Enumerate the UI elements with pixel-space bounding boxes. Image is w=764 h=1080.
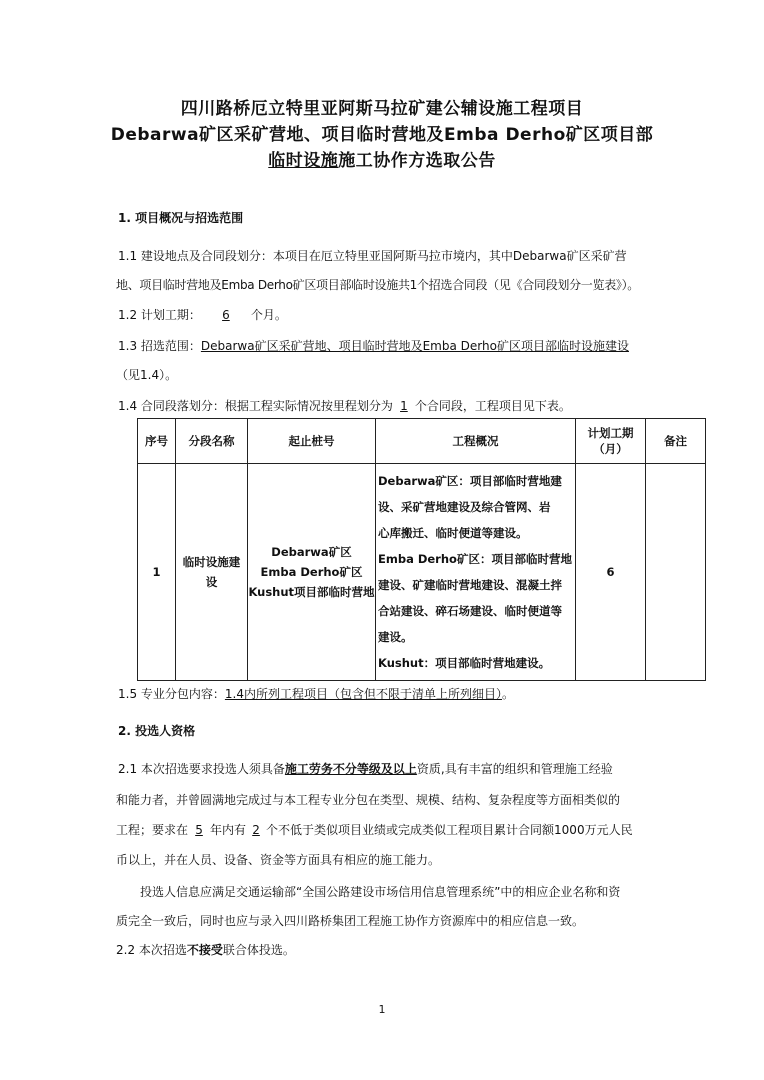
clause-2-1-line-2: 和能力者，并曾圆满地完成过与本工程专业分包在类型、规模、结构、复杂程度等方面相类似的	[116, 793, 621, 807]
page-number: 1	[378, 1003, 386, 1016]
contract-section-count: 1	[400, 399, 408, 413]
header-planned-period	[576, 419, 646, 464]
consortium-not-accepted: 不接受	[186, 943, 223, 957]
clause-1-4-label: 1.4 合同段落划分：根据工程实际情况按里程划分为	[118, 399, 393, 413]
experience-years-value: 5	[195, 823, 203, 837]
overview-line: 设、采矿营地建设及综合管网、岩	[378, 500, 551, 514]
planned-duration-value: 6	[222, 308, 230, 322]
section-2-heading: 2. 投选人资格	[118, 724, 196, 738]
clause-2-1-line-4: 币以上，并在人员、设备、资金等方面具有相应的施工能力。	[116, 853, 441, 867]
header-overview: 工程概况	[376, 419, 576, 464]
table-row	[138, 464, 706, 681]
cell-section-name: 临时设施建设	[176, 464, 248, 681]
stake-line-2: Emba Derho矿区	[260, 565, 363, 579]
clause-1-3	[118, 338, 698, 354]
title-line-1: 四川路桥厄立特里亚阿斯马拉矿建公辅设施工程项目	[180, 99, 584, 119]
clause-1-3-label: 1.3 招选范围：	[118, 339, 201, 353]
clause-2-2-post: 联合体投选。	[222, 943, 295, 957]
clause-1-5-end: 。	[502, 687, 515, 701]
overview-line: 建设。	[378, 630, 413, 644]
header-section-name: 分段名称	[176, 419, 248, 464]
overview-line: Emba Derho矿区：项目部临时营地	[378, 552, 572, 566]
clause-1-4	[118, 398, 698, 414]
selection-scope-value: Debarwa矿区采矿营地、项目临时营地及Emba Derho矿区项目部临时设施建设	[200, 339, 629, 353]
clause-1-2-unit: 个月。	[250, 308, 287, 322]
clause-1-2-label: 1.2 计划工期：	[118, 308, 201, 322]
clause-2-2-pre: 2.2 本次招选	[116, 943, 187, 957]
clause-1-1-line-2: 地、项目临时营地及Emba Derho矿区项目部临时设施共1个招选合同段（见《合同段划分一览表》）。	[116, 278, 639, 292]
clause-2-1-line-3	[116, 822, 696, 838]
subcontract-content-value: 1.4内所列工程项目（包含但不限于清单上所列细目）	[224, 687, 502, 701]
clause-2-1-line-3-mid: 年内有	[210, 823, 247, 837]
contract-section-table	[137, 418, 706, 681]
overview-line: 建设、矿建临时营地建设、混凝土拌	[378, 578, 562, 592]
clause-1-5	[118, 686, 698, 702]
header-seq: 序号	[138, 419, 176, 464]
cell-overview	[376, 464, 576, 681]
clause-2-1-line-3-pre: 工程；要求在	[116, 823, 189, 837]
header-period-line-2: （月）	[593, 442, 628, 456]
clause-2-1-line-3-post: 个不低于类似项目业绩或完成类似工程项目累计合同额1000万元人民	[266, 823, 633, 837]
cell-stake-range	[248, 464, 376, 681]
clause-1-2	[118, 307, 698, 323]
clause-1-3-line-2: （见1.4）。	[116, 368, 178, 382]
title-rest-part: 施工协作方选取公告	[338, 151, 496, 171]
clause-2-1-line-6: 质完全一致后，同时也应与录入四川路桥集团工程施工协作方资源库中的相应信息一致。	[116, 914, 585, 928]
overview-line: Debarwa矿区：项目部临时营地建	[378, 474, 562, 488]
clause-1-1-line-1: 1.1 建设地点及合同段划分：本项目在厄立特里亚国阿斯马拉市境内，其中Debarwa矿区采矿营	[118, 249, 627, 263]
title-underlined-part: 临时设施	[268, 151, 339, 171]
clause-1-5-label: 1.5 专业分包内容：	[118, 687, 225, 701]
header-period-line-1: 计划工期	[587, 426, 634, 440]
cell-planned-period: 6	[576, 464, 646, 681]
overview-line: 心库搬迁、临时便道等建设。	[378, 526, 528, 540]
clause-2-1-line-5: 投选人信息应满足交通运输部“全国公路建设市场信用信息管理系统”中的相应企业名称和资	[140, 885, 621, 899]
clause-2-1-pre: 2.1 本次招选要求投选人须具备	[118, 762, 285, 776]
overview-line: Kushut：项目部临时营地建设。	[378, 656, 551, 670]
project-count-value: 2	[252, 823, 260, 837]
title-line-3	[0, 148, 764, 174]
stake-line-3: Kushut项目部临时营地	[248, 585, 375, 599]
header-remark: 备注	[646, 419, 706, 464]
title-line-2: Debarwa矿区采矿营地、项目临时营地及Emba Derho矿区项目部	[110, 125, 654, 145]
clause-2-1-line-1	[118, 761, 698, 777]
header-stake-range: 起止桩号	[248, 419, 376, 464]
clause-2-1-post: 资质,具有丰富的组织和管理施工经验	[416, 762, 613, 776]
table-header-row	[138, 419, 706, 464]
stake-line-1: Debarwa矿区	[271, 545, 352, 559]
qualification-requirement: 施工劳务不分等级及以上	[284, 762, 417, 776]
section-1-heading: 1. 项目概况与招选范围	[118, 211, 244, 225]
clause-1-4-rest: 个合同段，工程项目见下表。	[414, 399, 571, 413]
cell-seq: 1	[138, 464, 176, 681]
announcement-title	[0, 96, 764, 174]
cell-remark	[646, 464, 706, 681]
clause-2-2	[116, 942, 696, 958]
overview-line: 合站建设、碎石场建设、临时便道等	[378, 604, 562, 618]
